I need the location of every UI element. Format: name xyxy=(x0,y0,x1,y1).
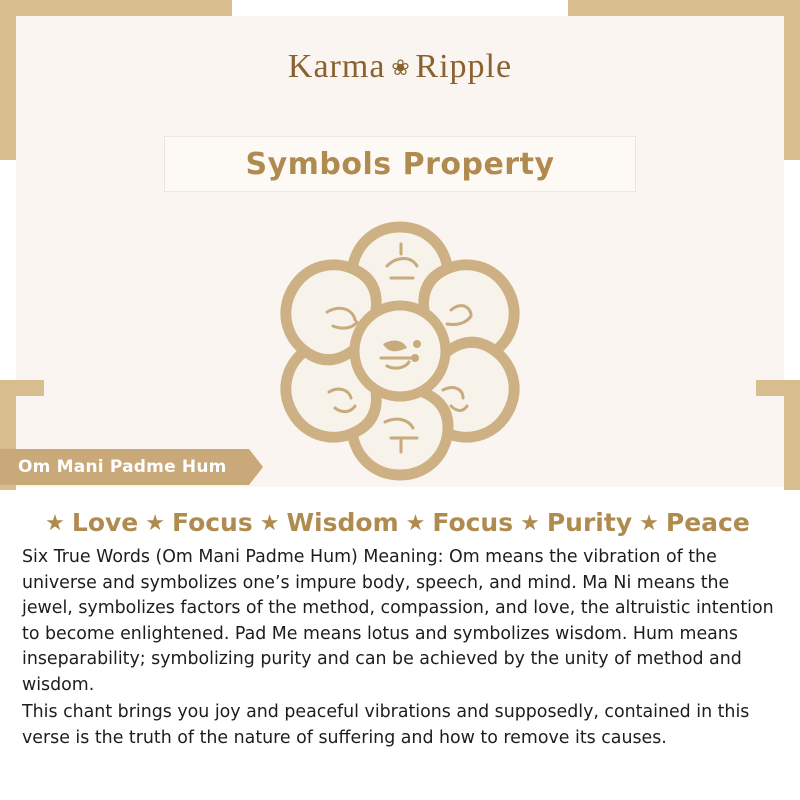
lotus-icon: ❀ xyxy=(391,55,410,80)
description-paragraph-2: This chant brings you joy and peaceful vibrations and supposedly, contained in this verse is the truth of the nature of suffering and how to remove its causes. xyxy=(22,702,750,749)
star-icon: ★ xyxy=(45,509,65,535)
keyword-peace: Peace xyxy=(665,508,750,537)
brand-logo xyxy=(0,48,800,86)
page-title: Symbols Property xyxy=(245,146,555,182)
star-icon: ★ xyxy=(259,509,280,535)
keyword-focus-2: Focus xyxy=(432,508,514,537)
description-text xyxy=(22,545,780,752)
ribbon-label xyxy=(0,449,249,485)
frame-corner-mid-left-horizontal xyxy=(0,380,44,396)
frame-corner-mid-right-horizontal xyxy=(756,380,800,396)
om-mani-padme-hum-mandala-icon xyxy=(255,206,545,496)
keyword-focus-1: Focus xyxy=(172,508,253,537)
star-icon: ★ xyxy=(145,509,165,535)
frame-corner-top-right-horizontal xyxy=(568,0,800,16)
star-icon: ★ xyxy=(405,509,426,535)
keyword-purity: Purity xyxy=(546,508,633,537)
star-icon: ★ xyxy=(520,509,540,535)
description-paragraph-1: Six True Words (Om Mani Padme Hum) Meaning: Om means the vibration of the universe and symbolizes one’s impure body, speech, and mind. Ma Ni means the jewel, symbolizes factors of the method, compassion, and love, the altruistic intention to become enlightened. Pad Me means lotus and symbolizes wisdom. Hum means inseparability; symbolizing purity and can be achieved by the unity of method and wisdom. xyxy=(22,547,774,695)
keyword-love: Love xyxy=(71,508,139,537)
brand-name-left: Karma xyxy=(287,48,386,85)
brand-name-right: Ripple xyxy=(415,48,513,85)
star-icon: ★ xyxy=(639,509,659,535)
ribbon-label-text: Om Mani Padme Hum xyxy=(18,457,227,477)
frame-corner-mid-right-vertical xyxy=(784,380,800,490)
keyword-list xyxy=(0,508,800,537)
page-title-band xyxy=(165,137,635,191)
frame-corner-top-left-horizontal xyxy=(0,0,232,16)
keyword-wisdom: Wisdom xyxy=(286,508,399,537)
